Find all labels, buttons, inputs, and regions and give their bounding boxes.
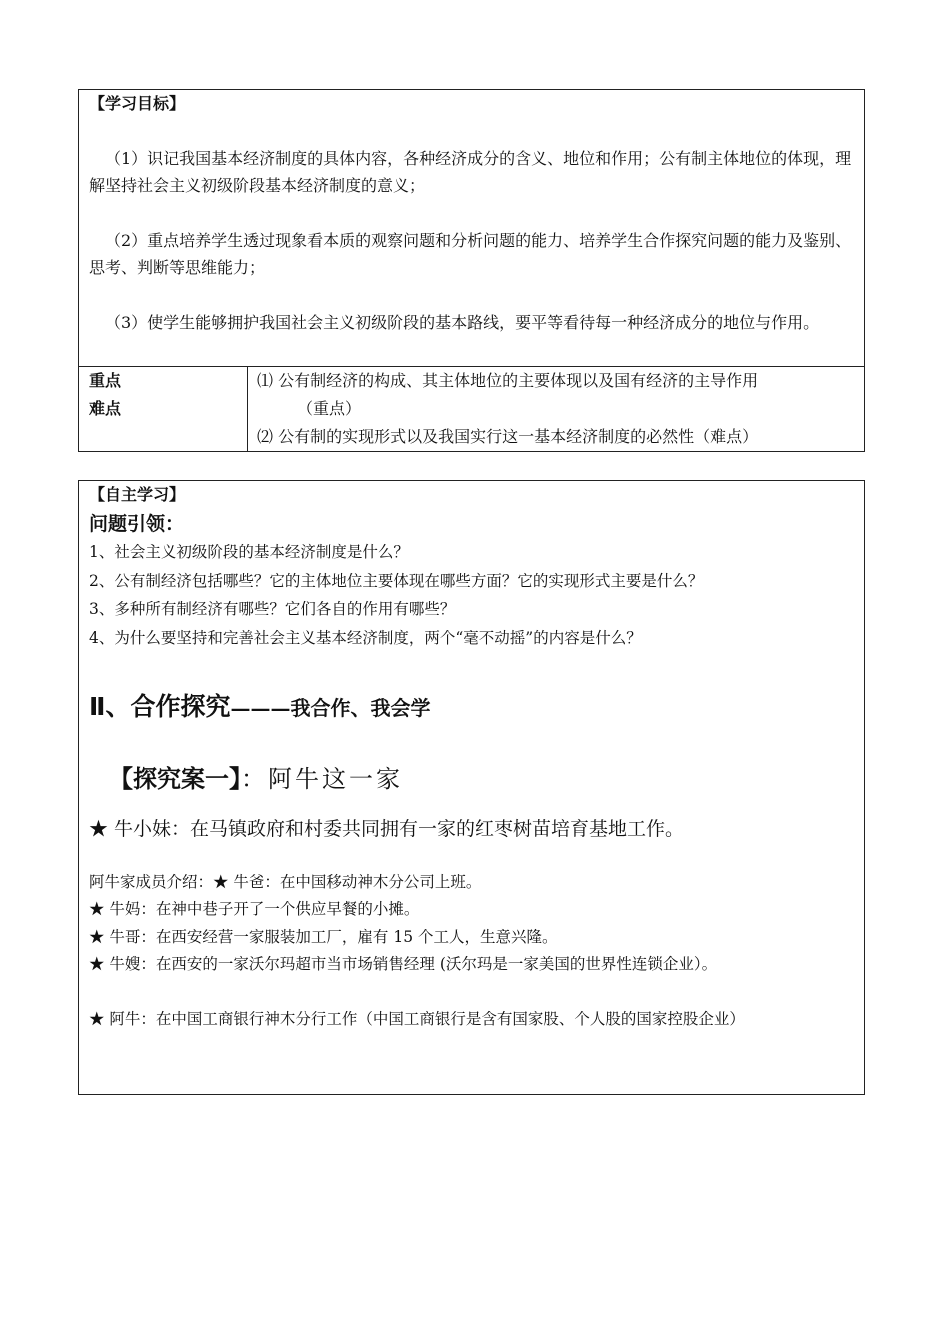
key-point-item-continued: （重点） <box>297 399 362 418</box>
objective-item: （1）识记我国基本经济制度的具体内容，各种经济成分的含义、地位和作用；公有制主体地位的体现，理解坚持社会主义初级阶段基本经济制度的意义； <box>89 149 852 195</box>
difficulty-label: 难点 <box>89 399 122 418</box>
cooperation-title <box>89 687 430 723</box>
family-member: ★ 牛妈：在神中巷子开了一个供应早餐的小摊。 <box>89 900 420 918</box>
family-member: ★ 牛哥：在西安经营一家服装加工厂，雇有 15 个工人，生意兴隆。 <box>89 928 558 946</box>
objectives-cell <box>79 90 864 367</box>
key-point-item: ⑴ 公有制经济的构成、其主体地位的主要体现以及国有经济的主导作用 <box>257 371 759 390</box>
family-member: ★ 阿牛：在中国工商银行神木分行工作（中国工商银行是含有国家股、个人股的国家控股企业） <box>89 1010 745 1028</box>
case-title-rest: ：阿牛这一家 <box>241 765 403 793</box>
question-item: 3、多种所有制经济有哪些？它们各自的作用有哪些？ <box>89 600 456 618</box>
study-table <box>78 480 865 1095</box>
objectives-heading: 【学习目标】 <box>89 94 186 113</box>
question-item: 2、公有制经济包括哪些？它的主体地位主要体现在哪些方面？它的实现形式主要是什么？ <box>89 572 704 590</box>
objectives-table <box>78 89 865 452</box>
key-points-row <box>79 366 864 451</box>
column-divider <box>247 366 248 451</box>
cooperation-title-main: Ⅱ、合作探究 <box>89 692 231 721</box>
family-member: 阿牛家成员介绍：★ 牛爸：在中国移动神木分公司上班。 <box>89 873 482 891</box>
guide-questions-heading: 问题引领： <box>89 513 185 535</box>
key-points-label: 重点 <box>89 371 122 390</box>
cooperation-title-sub: ———我合作、我会学 <box>230 696 431 720</box>
objective-item: （2）重点培养学生透过现象看本质的观察问题和分析问题的能力、培养学生合作探究问题的能力及鉴别、思考、判断等思维能力； <box>89 231 852 277</box>
question-item: 4、为什么要坚持和完善社会主义基本经济制度，两个“毫不动摇”的内容是什么？ <box>89 629 642 647</box>
self-study-heading: 【自主学习】 <box>89 485 186 504</box>
family-member: ★ 牛嫂：在西安的一家沃尔玛超市当市场销售经理 (沃尔玛是一家美国的世界性连锁企业）。 <box>89 955 718 973</box>
case-title-main: 【探究案一】 <box>109 765 241 793</box>
case-title <box>109 759 403 794</box>
key-point-item: ⑵ 公有制的实现形式以及我国实行这一基本经济制度的必然性（难点） <box>257 427 759 446</box>
question-item: 1、社会主义初级阶段的基本经济制度是什么？ <box>89 543 409 561</box>
objective-item: （3）使学生能够拥护我国社会主义初级阶段的基本路线，要平等看待每一种经济成分的地位与作用。 <box>105 313 820 332</box>
highlight-member: ★ 牛小妹：在马镇政府和村委共同拥有一家的红枣树苗培育基地工作。 <box>89 818 685 840</box>
